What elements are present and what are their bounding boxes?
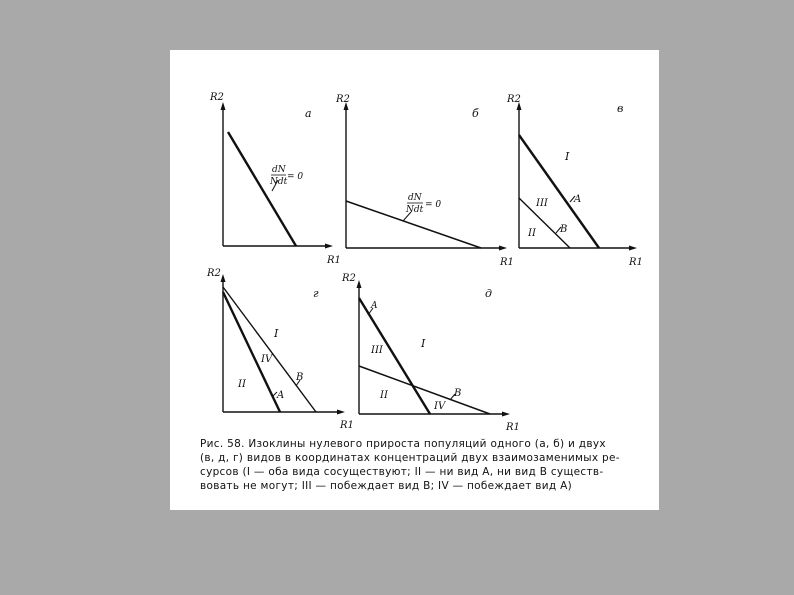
panel-b-xlabel: R1	[500, 257, 514, 268]
panel-a-ylabel: R2	[210, 92, 224, 103]
panel-d-line-b-label: B	[454, 388, 462, 399]
caption-line-3: сурсов (I — оба вида сосуществуют; II — ни вид А, ни вид В существ-	[200, 466, 604, 478]
panel-d-ylabel: R2	[342, 273, 356, 284]
panel-v	[506, 94, 643, 268]
panel-d-xlabel: R1	[506, 422, 520, 433]
panel-d-line-a-label: A	[371, 301, 378, 311]
panel-b-eq-zero: = 0	[425, 200, 442, 210]
panel-g-ylabel: R2	[207, 268, 221, 279]
panel-b-letter: б	[472, 107, 479, 120]
panel-d-letter: д	[485, 287, 492, 300]
panel-a-x-arrow	[325, 244, 333, 249]
panel-v-region-2: II	[528, 228, 536, 239]
panel-a-isocline	[228, 132, 296, 246]
caption-line-4: вовать не могут; III — побеждает вид В; IV — побеждает вид А)	[200, 480, 572, 492]
panel-d-region-1: I	[421, 337, 426, 350]
panel-g-xlabel: R1	[340, 420, 354, 431]
panel-g-line-b-label: B	[296, 372, 304, 383]
panel-v-line-b-label: B	[560, 224, 568, 235]
panel-a	[209, 92, 341, 266]
panel-g-region-4: IV	[261, 354, 273, 365]
panel-a-y-arrow	[221, 102, 226, 110]
panel-v-x-arrow	[629, 246, 637, 251]
panel-g-region-2: II	[238, 379, 246, 390]
panel-a-eq-num: dN	[272, 165, 286, 175]
panel-g-letter: г	[313, 287, 319, 300]
panel-a-eq-den: Ndt	[270, 177, 288, 187]
panel-v-region-1: I	[565, 150, 570, 163]
caption-line-2: (в, д, г) видов в координатах концентраций двух взаимозаменимых ре-	[200, 452, 620, 464]
panel-b-ylabel: R2	[336, 94, 350, 105]
panel-d-region-2: II	[380, 390, 388, 401]
panel-d-region-4: IV	[434, 401, 446, 412]
panel-g-line-b	[223, 287, 316, 412]
panel-v-xlabel: R1	[629, 257, 643, 268]
panel-v-letter: в	[617, 102, 624, 115]
figure-caption	[200, 437, 630, 493]
panel-g-region-1: I	[274, 327, 279, 340]
panel-d-y-arrow	[357, 280, 362, 288]
panel-g	[206, 268, 354, 431]
panel-b-eq-num: dN	[408, 193, 422, 203]
panel-d	[341, 273, 520, 433]
figure-sheet	[170, 50, 659, 510]
panel-b-x-arrow	[499, 246, 507, 251]
panel-a-xlabel: R1	[327, 255, 341, 266]
panel-b	[335, 94, 514, 268]
caption-line-1: Рис. 58. Изоклины нулевого прироста популяций одного (а, б) и двух	[200, 438, 606, 450]
panel-v-ylabel: R2	[507, 94, 521, 105]
panel-a-letter: a	[305, 107, 312, 120]
panel-d-line-a	[359, 298, 430, 414]
panel-d-x-arrow	[502, 412, 510, 417]
panel-d-region-3: III	[371, 345, 383, 356]
panel-v-region-3: III	[536, 198, 548, 209]
panel-a-eq-zero: = 0	[287, 172, 304, 182]
panel-g-x-arrow	[337, 410, 345, 415]
panel-b-eq-den: Ndt	[406, 205, 424, 215]
panel-v-line-a-label: A	[574, 194, 582, 205]
panel-g-line-a-label: A	[277, 390, 285, 401]
panel-g-y-arrow	[221, 274, 226, 282]
